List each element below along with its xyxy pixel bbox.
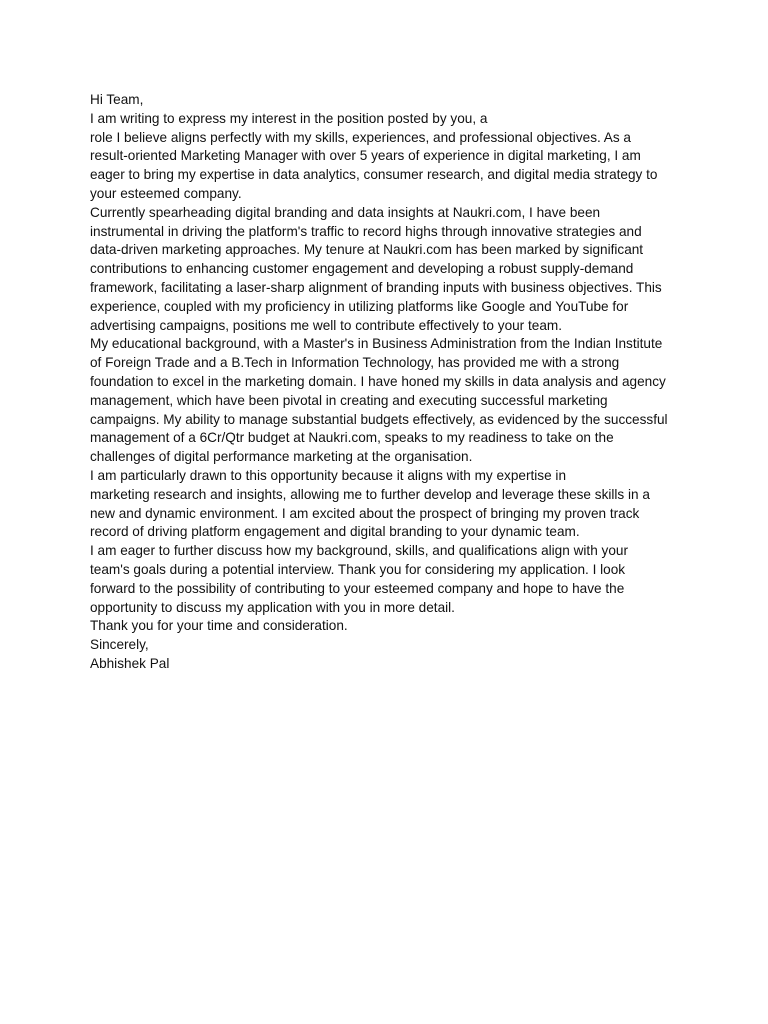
text-line: instrumental in driving the platform's traffic to record highs through innovative strategies and	[90, 223, 642, 239]
text-line: I am eager to further discuss how my background, skills, and qualifications align with your	[90, 543, 628, 559]
signature-name: Abhishek Pal	[90, 655, 170, 671]
text-line: role I believe aligns perfectly with my skills, experiences, and professional objectives. As a	[90, 129, 631, 145]
text-line: result-oriented Marketing Manager with over 5 years of experience in digital marketing, I am	[90, 148, 641, 164]
text-line: My educational background, with a Master's in Business Administration from the Indian Institute	[90, 336, 663, 352]
text-line: foundation to excel in the marketing domain. I have honed my skills in data analysis and agency	[90, 373, 666, 389]
text-line: data-driven marketing approaches. My tenure at Naukri.com has been marked by significant	[90, 242, 644, 258]
text-line: I am particularly drawn to this opportunity because it aligns with my expertise in	[90, 467, 567, 483]
text-line: eager to bring my expertise in data analytics, consumer research, and digital media strategy to	[90, 167, 658, 183]
text-line: record of driving platform engagement and digital branding to your dynamic team.	[90, 524, 580, 540]
text-line: team's goals during a potential interview. Thank you for considering my application. I look	[90, 561, 626, 577]
text-line: marketing research and insights, allowing me to further develop and leverage these skills in a	[90, 486, 650, 502]
text-line: management, which have been pivotal in creating and executing successful marketing	[90, 392, 608, 408]
text-line: forward to the possibility of contributing to your esteemed company and hope to have the	[90, 580, 625, 596]
text-line: of Foreign Trade and a B.Tech in Information Technology, has provided me with a strong	[90, 355, 620, 371]
text-line: opportunity to discuss my application with you in more detail.	[90, 599, 455, 615]
text-line: experience, coupled with my proficiency in utilizing platforms like Google and YouTube for	[90, 298, 629, 314]
text-line: framework, facilitating a laser-sharp alignment of branding inputs with business objectives. This	[90, 279, 662, 295]
text-line: new and dynamic environment. I am excited about the prospect of bringing my proven track	[90, 505, 640, 521]
text-line: I am writing to express my interest in the position posted by you, a	[90, 110, 488, 126]
text-line: campaigns. My ability to manage substantial budgets effectively, as evidenced by the successful	[90, 411, 668, 427]
sign-off-line: Sincerely,	[90, 637, 149, 653]
closing-thanks-line: Thank you for your time and consideration.	[90, 618, 348, 634]
text-line: contributions to enhancing customer engagement and developing a robust supply-demand	[90, 261, 634, 277]
greeting-line: Hi Team,	[90, 92, 144, 107]
text-line: challenges of digital performance marketing at the organisation.	[90, 449, 473, 465]
text-line: management of a 6Cr/Qtr budget at Naukri.com, speaks to my readiness to take on the	[90, 430, 614, 446]
text-line: Currently spearheading digital branding and data insights at Naukri.com, I have been	[90, 204, 601, 220]
text-line: your esteemed company.	[90, 185, 242, 201]
text-line: advertising campaigns, positions me well to contribute effectively to your team.	[90, 317, 562, 333]
cover-letter-body	[90, 91, 690, 674]
